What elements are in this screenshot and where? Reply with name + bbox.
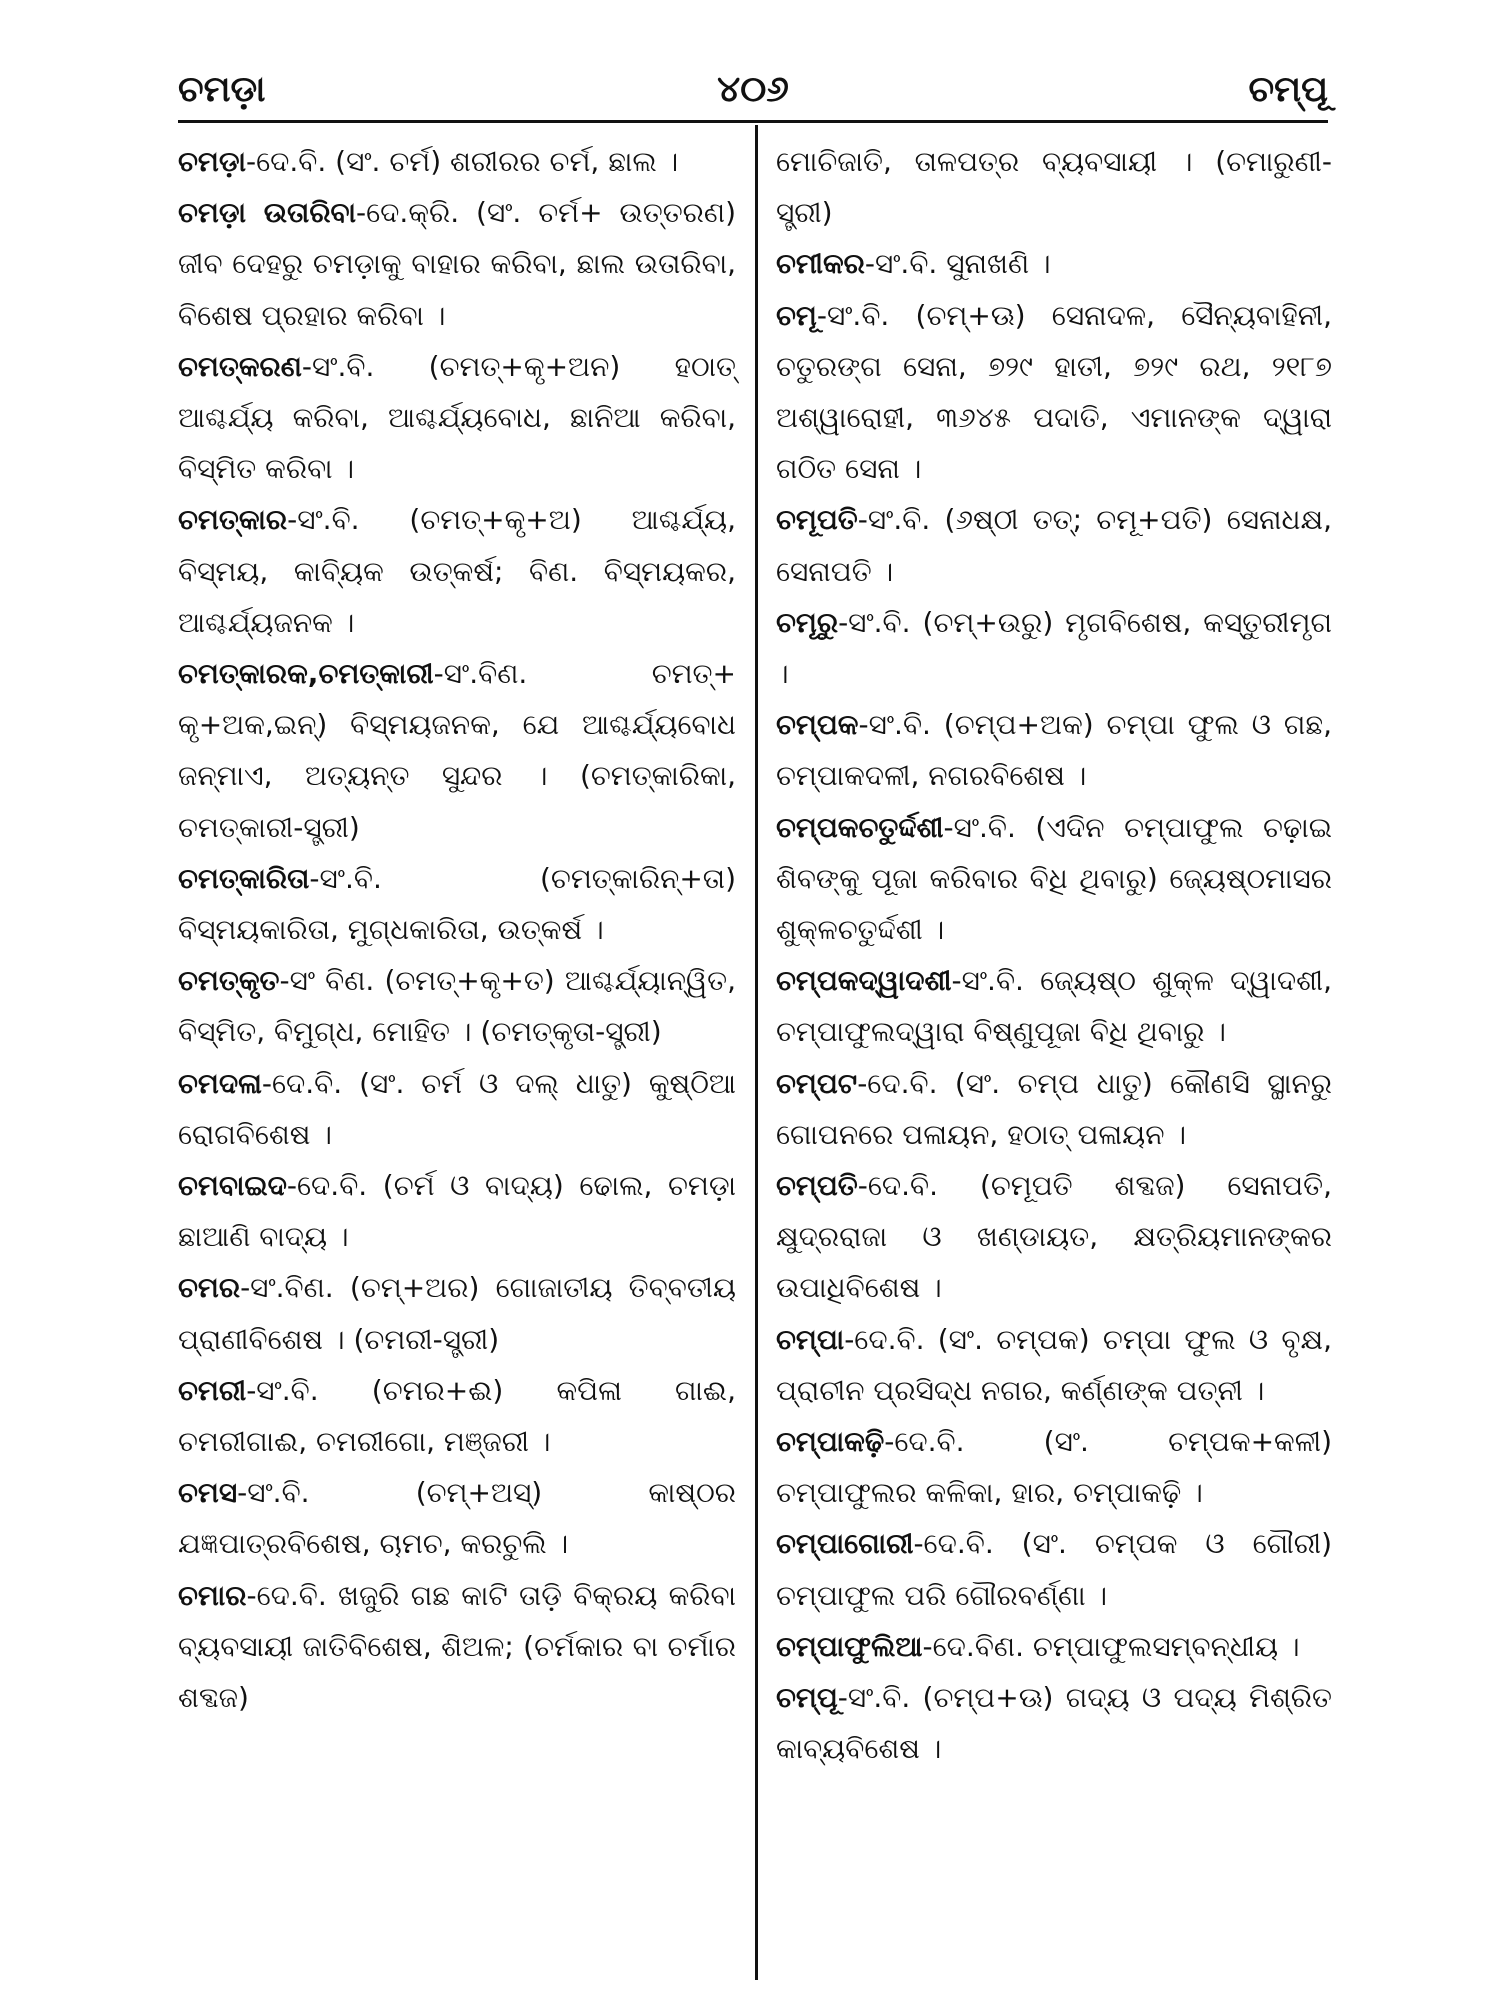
column-divider [755,125,758,1980]
entry-headword: ଚମଡ଼ା [178,145,246,178]
dictionary-entry [178,341,736,495]
entry-headword: ଚମ୍ପାଗୋରୀ [776,1527,914,1561]
dictionary-entry [178,1160,736,1262]
entry-definition: -ଦେ.ବି. (ସଂ. ଚମ୍ପ ଧାତୁ) କୌଣସି ସ୍ଥାନରୁ ଗୋପନରେ ପଳାୟନ, ହଠାତ୍ ପଳାୟନ । [776,1066,1332,1151]
entry-headword: ଚମ୍ପକଦ୍ୱାଦଶୀ [776,964,952,998]
entry-headword: ଚମ୍ପକ [776,708,859,742]
entry-headword: ଚମବାଇଦ [178,1169,287,1203]
dictionary-entry [776,238,1332,289]
dictionary-entry [776,955,1332,1057]
right-guide-word: ଚମ୍ପୂ [1248,69,1328,110]
dictionary-entry [178,187,736,341]
dictionary-entry [776,699,1332,801]
entry-definition: -ଦେ.ବି. ଖଜୁରି ଗଛ କାଟି ତାଡ଼ି ବିକ୍ରୟ କରିବା ବ୍ୟବସାୟୀ ଜାତିବିଶେଷ, ଶିଅଳ; (ଚର୍ମକାର ବା ଚର୍ମାର ଶବ୍ଦଜ) [178,1578,736,1715]
entry-definition: -ଦେ.ବି. (ଚର୍ମ ଓ ବାଦ୍ୟ) ଢୋଲ, ଚମଡ଼ା ଛାଆଣି ବାଦ୍ୟ । [178,1169,736,1254]
dictionary-entry [776,1058,1332,1160]
dictionary-entry [178,1058,736,1160]
entry-definition: -ଦେ.କ୍ରି. (ସଂ. ଚର୍ମ+ ଉତ୍ତରଣ) ଜୀବ ଦେହରୁ ଚମଡ଼ାକୁ ବାହାର କରିବା, ଛାଲ ଉତାରିବା, ବିଶେଷ ପ୍ରହାର କରିବା । [178,196,736,332]
entry-definition: -ସଂ.ବି. (ଚମ୍+ଉରୁ) ମୃଗବିଶେଷ, କସ୍ତୁରୀମୃଗ । [776,605,1332,691]
dictionary-entry [178,853,736,955]
entry-headword: ଚମଦଳା [178,1066,262,1100]
entry-headword: ଚମତ୍କୃତ [178,964,280,998]
entry-definition: -ଦେ.ବି. (ସଂ. ଚମ୍ପକ) ଚମ୍ପା ଫୁଲ ଓ ବୃକ୍ଷ, ପ୍ରାଚୀନ ପ୍ରସିଦ୍ଧ ନଗର, କର୍ଣ୍ଣଙ୍କ ପତ୍ନୀ । [776,1322,1332,1407]
dictionary-entry [776,1518,1332,1620]
dictionary-entry [178,955,736,1057]
entry-headword: ଚମୀକର [776,247,865,281]
entry-definition: -ଦେ.ବିଣ. ଚମ୍ପାଫୁଲସମ୍ବନ୍ଧୀୟ । [922,1629,1300,1663]
entry-headword: ଚମତ୍କାରିତା [178,861,310,895]
entry-definition: -ସଂ.ବି. (ଚମର+ଈ) କପିଳା ଗାଈ, ଚମରୀଗାଈ, ଚମରୀଗୋ, ମଞ୍ଜରୀ । [178,1373,736,1459]
dictionary-entry [178,1365,736,1467]
entry-definition: -ସଂ.ବି. (ଚମ୍+ଅସ୍) କାଷ୍ଠର ଯଜ୍ଞପାତ୍ରବିଶେଷ, ଚାମଚ, କରଚୁଲି । [178,1476,736,1561]
dictionary-entry [178,1262,736,1364]
entry-definition: -ସଂ.ବି. (ଚମତ୍+କୃ+ଅ) ଆଶ୍ଚର୍ଯ୍ୟ, ବିସ୍ମୟ, କାବ୍ୟିକ ଉତ୍କର୍ଷ; ବିଣ. ବିସ୍ମୟକର, ଆଶ୍ଚର୍ଯ୍ୟଜନକ । [178,503,736,639]
entry-headword: ଚମରୀ [178,1373,247,1407]
entry-headword: ଚମସ [178,1476,238,1510]
entry-headword: ଚମ୍ପାକଢ଼ି [776,1425,885,1459]
left-column [178,136,736,1723]
entry-definition: -ସଂ.ବି. ସୁନାଖଣି । [864,247,1051,281]
entry-headword: ଚମ୍ପା [776,1322,845,1356]
entry-definition: -ସଂ.ବିଣ. ଚମତ୍+ କୃ+ଅକ,ଇନ୍) ବିସ୍ମୟଜନକ, ଯେ ଆଶ୍ଚର୍ଯ୍ୟବୋଧ ଜନ୍ମାଏ, ଅତ୍ୟନ୍ତ ସୁନ୍ଦର । (ଚମତ୍କାରିକା, ଚମତ୍କାରୀ-ସ୍ତ୍ରୀ) [178,657,736,844]
dictionary-entry [776,1672,1332,1774]
entry-headword: ଚମର [178,1271,241,1305]
entry-headword: ଚମ୍ପଟ [776,1066,858,1100]
dictionary-entry [178,648,736,853]
entry-definition: -ସଂ.ବି. (ଚମତ୍+କୃ+ଅନ) ହଠାତ୍ ଆଶ୍ଚର୍ଯ୍ୟ କରିବା, ଆଶ୍ଚର୍ଯ୍ୟବୋଧ, ଛାନିଆ କରିବା, ବିସ୍ମିତ କରିବା । [178,349,736,486]
dictionary-entry [776,136,1332,238]
dictionary-entry [776,1160,1332,1314]
dictionary-entry [776,1621,1332,1672]
dictionary-entry [178,1467,736,1569]
entry-definition: -ସଂ.ବି. (ଏଦିନ ଚମ୍ପାଫୁଲ ଚଢ଼ାଇ ଶିବଙ୍କୁ ପୂଜା କରିବାର ବିଧି ଥିବାରୁ) ଜ୍ୟେଷ୍ଠମାସର ଶୁକ୍ଳଚତୁର୍ଦ୍ଦଶୀ । [776,810,1332,947]
dictionary-entry [178,494,736,648]
dictionary-entry [776,1314,1332,1416]
entry-headword: ଚମ୍ପତି [776,1169,858,1203]
dictionary-entry [776,802,1332,956]
entry-headword: ଚମାର [178,1578,247,1612]
dictionary-entry [776,1416,1332,1518]
entry-definition: -ସଂ ବିଣ. (ଚମତ୍+କୃ+ତ) ଆଶ୍ଚର୍ଯ୍ୟାନ୍ୱିତ, ବିସ୍ମିତ, ବିମୁଗ୍ଧ, ମୋହିତ । (ଚମତ୍କୃତା-ସ୍ତ୍ରୀ) [178,964,736,1049]
entry-headword: ଚମୂରୁ [776,605,839,639]
entry-definition: -ଦେ.ବି. (ସଂ. ଚର୍ମ ଓ ଦଲ୍ ଧାତୁ) କୁଷ୍ଠିଆ ରୋଗବିଶେଷ । [178,1066,736,1151]
entry-definition: -ସଂ.ବି. (୬ଷ୍ଠୀ ତତ୍; ଚମୂ+ପତି) ସେନାଧକ୍ଷ, ସେନାପତି । [776,503,1332,588]
entry-headword: ଚମ୍ପକଚତୁର୍ଦ୍ଦଶୀ [776,810,944,844]
right-column [776,136,1332,1775]
page-header [178,58,1328,123]
dictionary-entry [776,290,1332,495]
page-number: ୪୦୬ [717,69,789,110]
entry-headword: ଚମ୍ପୂ [776,1681,838,1715]
dictionary-entry [776,597,1332,699]
entry-definition: -ସଂ.ବି. (ଚମ୍+ଊ) ସେନାଦଳ, ସୈନ୍ୟବାହିନୀ, ଚତୁରଙ୍ଗ ସେନା, ୭୨୯ ହାତୀ, ୭୨୯ ରଥ, ୨୧୮୭ ଅଶ୍ୱାରୋହୀ, ୩୬୪୫ ପଦାତି, ଏମାନଙ୍କ ଦ୍ୱାରା ଗଠିତ ସେନା । [776,298,1332,486]
entry-headword: ଚମଡ଼ା ଉତାରିବା [178,196,357,230]
entry-headword: ଚମତ୍କରଣ [178,349,302,383]
entry-definition: -ଦେ.ବି. (ସଂ. ଚର୍ମ) ଶରୀରର ଚର୍ମ, ଛାଲ । [245,145,679,178]
entry-definition: -ସଂ.ବିଣ. (ଚମ୍+ଅର) ଗୋଜାତୀୟ ତିବ୍ବତୀୟ ପ୍ରାଣୀବିଶେଷ । (ଚମରୀ-ସ୍ତ୍ରୀ) [178,1271,736,1356]
entry-headword: ଚମତ୍କାର [178,503,288,537]
entry-definition: -ସଂ.ବି. (ଚମତ୍କାରିନ୍+ତା) ବିସ୍ମୟକାରିତା, ମୁଗ୍ଧକାରିତା, ଉତ୍କର୍ଷ । [178,861,736,947]
entry-definition: -ସଂ.ବି. (ଚମ୍ପ+ଅକ) ଚମ୍ପା ଫୁଲ ଓ ଗଛ, ଚମ୍ପାକଦଳୀ, ନଗରବିଶେଷ । [776,708,1332,793]
dictionary-entry [178,136,736,187]
entry-definition: -ଦେ.ବି. (ଚମୂପତି ଶବ୍ଦଜ) ସେନାପତି, କ୍ଷୁଦ୍ରରାଜା ଓ ଖଣ୍ଡାୟତ, କ୍ଷତ୍ରିୟମାନଙ୍କର ଉପାଧିବିଶେଷ । [776,1169,1332,1305]
entry-definition: -ସଂ.ବି. ଜ୍ୟେଷ୍ଠ ଶୁକ୍ଳ ଦ୍ୱାଦଶୀ, ଚମ୍ପାଫୁଲଦ୍ୱାରା ବିଷ୍ଣୁପୂଜା ବିଧି ଥିବାରୁ । [776,964,1332,1049]
entry-headword: ଚମୂ [776,298,817,332]
entry-definition: ମୋଚିଜାତି, ତାଳପତ୍ର ବ୍ୟବସାୟୀ । (ଚମାରୁଣୀ-ସ୍ତ୍ରୀ) [776,145,1332,230]
entry-headword: ଚମୂପତି [776,503,858,537]
entry-definition: -ସଂ.ବି. (ଚମ୍ପ+ଊ) ଗଦ୍ୟ ଓ ପଦ୍ୟ ମିଶ୍ରିତ କାବ୍ୟବିଶେଷ । [776,1681,1332,1766]
entry-headword: ଚମ୍ପାଫୁଲିଆ [776,1629,923,1663]
left-guide-word: ଚମଡ଼ା [178,69,266,110]
dictionary-entry [776,494,1332,596]
dictionary-entry [178,1570,736,1724]
entry-headword: ଚମତ୍କାରକ,ଚମତ୍କାରୀ [178,657,434,691]
entry-definition: -ଦେ.ବି. (ସଂ. ଚମ୍ପକ+କଳୀ) ଚମ୍ପାଫୁଲର କଳିକା, ହାର, ଚମ୍ପାକଢ଼ି । [776,1425,1332,1510]
entry-definition: -ଦେ.ବି. (ସଂ. ଚମ୍ପକ ଓ ଗୌରୀ) ଚମ୍ପାଫୁଲ ପରି ଗୌରବର୍ଣ୍ଣା । [776,1527,1332,1612]
